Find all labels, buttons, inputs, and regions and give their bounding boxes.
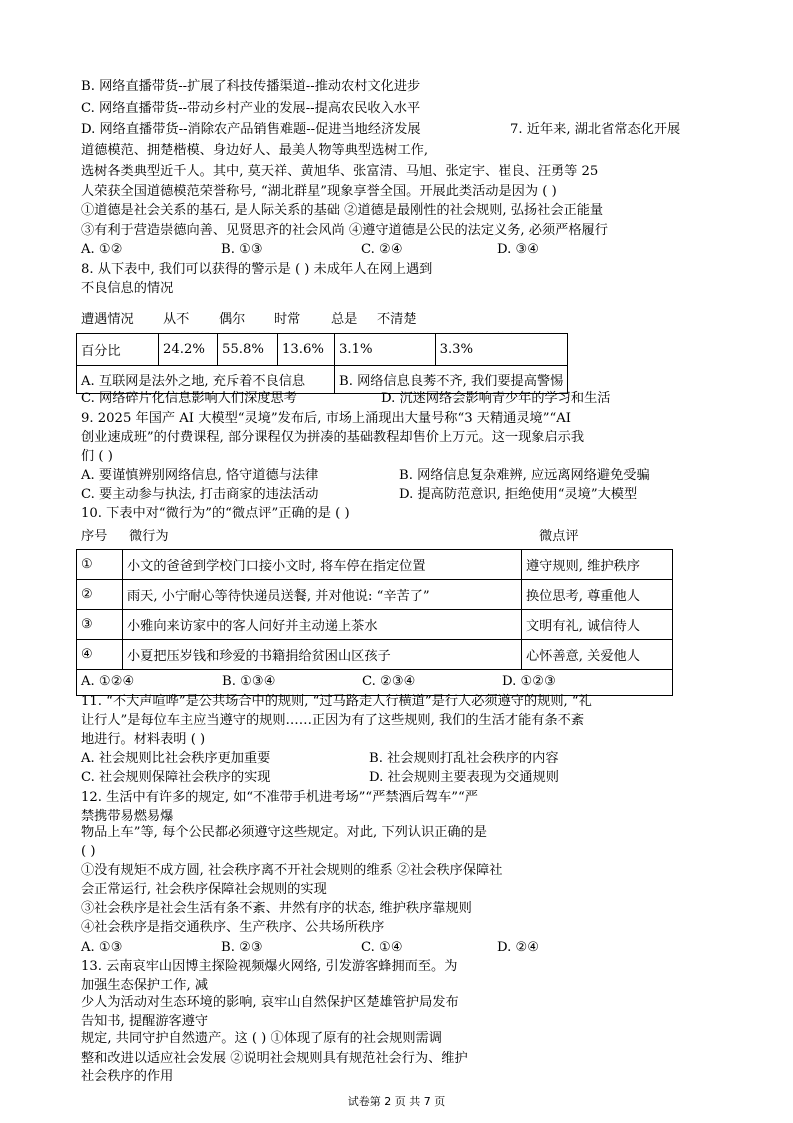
q8-cell-label: 百分比 [77, 334, 159, 366]
q8-header-5: 不清楚 [377, 312, 417, 327]
q12-option-c: C. ①④ [361, 940, 403, 955]
q11-option-b: B. 社会规则打乱社会秩序的内容 [369, 751, 559, 766]
q11-stem-line-3: 地进行。材料表明 ( ) [81, 732, 206, 747]
q10-option-a: A. ①②④ [81, 674, 135, 689]
q8-option-b: B. 网络信息良莠不齐, 我们要提高警惕 [339, 374, 564, 389]
q8-header-4: 总是 [331, 312, 358, 327]
q12-stem-line-4: ( ) [81, 844, 96, 859]
q8-header-1: 从不 [163, 312, 190, 327]
q10-row-3-behavior: 小雅向来访家中的客人问好并主动递上茶水 [123, 610, 522, 640]
q12-item-4: ④社会秩序是指交通秩序、生产秩序、公共场所秩序 [81, 920, 385, 935]
q8-option-a: A. 互联网是法外之地, 充斥着不良信息 [77, 366, 335, 394]
q8-cell-1: 24.2% [159, 334, 218, 366]
q10-row-1-behavior: 小文的爸爸到学校门口接小文时, 将车停在指定位置 [123, 550, 522, 580]
q7-stem-line-2: 道德模范、拥楚楷模、身边好人、最美人物等典型选树工作, [81, 143, 429, 158]
q11-option-c: C. 社会规则保障社会秩序的实现 [81, 770, 271, 785]
q10-row-4-comment: 心怀善意, 关爱他人 [522, 640, 673, 670]
table-row [77, 550, 673, 580]
q9-stem-line-3: 们 ( ) [81, 449, 113, 464]
q12-option-a: A. ①③ [81, 940, 123, 955]
q13-stem-line-3: 少人为活动对生态环境的影响, 哀牢山自然保护区楚雄管护局发布 [81, 995, 459, 1010]
q7-option-a: A. ①② [81, 242, 123, 257]
q8-option-c: C. 网络碎片化信息影响人们深度思考 [81, 391, 297, 406]
q8-header-0: 遭遇情况 [81, 312, 134, 327]
q8-header-3: 时常 [274, 312, 301, 327]
q12-option-b: B. ②③ [221, 940, 263, 955]
table-row [77, 580, 673, 610]
q8-stem-line-1: 8. 从下表中, 我们可以获得的警示是 ( ) 未成年人在网上遇到 [81, 262, 433, 277]
q10-row-4-no: ④ [77, 640, 123, 670]
q12-item-2: 会正常运行, 社会秩序保障社会规则的实现 [81, 882, 327, 897]
q10-header-behavior: 微行为 [129, 529, 169, 544]
table-row [77, 610, 673, 640]
q13-stem-line-5: 规定, 共同守护自然遗产。这 ( ) ①体现了原有的社会规则需调 [81, 1031, 442, 1046]
q13-stem-line-6: 整和改进以适应社会发展 ②说明社会规则具有规范社会行为、维护 [81, 1051, 468, 1066]
q9-option-b: B. 网络信息复杂难辨, 应远离网络避免受骗 [399, 468, 650, 483]
q8-cell-3: 13.6% [278, 334, 335, 366]
q12-stem-line-2: 禁携带易燃易爆 [81, 809, 174, 824]
q6-option-d-text: D. 网络直播带货--消除农产品销售难题--促进当地经济发展 [81, 122, 421, 137]
q12-stem-line-3: 物品上车”等, 每个公民都必须遵守这些规定。对此, 下列认识正确的是 [81, 825, 487, 840]
q7-option-c: C. ②④ [361, 242, 403, 257]
q13-stem-line-2: 加强生态保护工作, 减 [81, 978, 209, 993]
q6-option-c: C. 网络直播带货--带动乡村产业的发展--提高农民收入水平 [81, 101, 421, 116]
q9-stem-line-2: 创业速成班”的付费课程, 部分课程仅为拼凑的基础教程却售价上万元。这一现象启示我 [81, 430, 585, 445]
q12-item-3: ③社会秩序是社会生活有条不紊、井然有序的状态, 维护秩序靠规则 [81, 901, 472, 916]
q7-stem-line-1: 7. 近年来, 湖北省常态化开展 [510, 122, 681, 137]
q12-stem-line-1: 12. 生活中有许多的规定, 如“不准带手机进考场”“严禁酒后驾车”“严 [81, 790, 478, 805]
q8-cell-5: 3.3% [435, 334, 568, 366]
q7-stem-line-3: 选树各类典型近千人。其中, 莫天祥、黄旭华、张富清、马旭、张定宇、崔良、汪勇等 25 [81, 164, 599, 179]
q8-header-2: 偶尔 [219, 312, 246, 327]
q8-stem-line-2: 不良信息的情况 [81, 281, 174, 296]
q11-stem-line-1: 11. “不大声喧哗”是公共场合中的规则, “过马路走人行横道”是行人必须遵守的规则, “礼 [81, 694, 592, 709]
q8-cell-4: 3.1% [335, 334, 436, 366]
q8-cell-2: 55.8% [218, 334, 278, 366]
q10-row-1-no: ① [77, 550, 123, 580]
q13-stem-line-7: 社会秩序的作用 [81, 1069, 174, 1084]
q7-item-2: ③有利于营造崇德向善、见贤思齐的社会风尚 ④遵守道德是公民的法定义务, 必须严格履行 [81, 223, 608, 238]
q10-row-1-comment: 遵守规则, 维护秩序 [522, 550, 673, 580]
q10-row-2-behavior: 雨天, 小宁耐心等待快递员送餐, 并对他说: “辛苦了” [123, 580, 522, 610]
q10-row-2-comment: 换位思考, 尊重他人 [522, 580, 673, 610]
q7-stem-line-4: 人荣获全国道德模范荣誉称号, “湖北群星”现象享誉全国。开展此类活动是因为 ( ) [81, 184, 557, 199]
q9-option-d: D. 提高防范意识, 拒绝使用“灵境”大模型 [399, 487, 638, 502]
q10-options-row [77, 670, 673, 696]
q10-row-3-comment: 文明有礼, 诚信待人 [522, 610, 673, 640]
q10-option-c: C. ②③④ [362, 674, 416, 689]
q7-item-1: ①道德是社会关系的基石, 是人际关系的基础 ②道德是最刚性的社会规则, 弘扬社会正能量 [81, 203, 604, 218]
q11-option-a: A. 社会规则比社会秩序更加重要 [81, 751, 271, 766]
q10-options-cell [77, 670, 673, 696]
q9-option-c: C. 要主动参与执法, 打击商家的违法活动 [81, 487, 319, 502]
q10-row-3-no: ③ [77, 610, 123, 640]
q10-option-b: B. ①③④ [222, 674, 276, 689]
q7-option-b: B. ①③ [221, 242, 263, 257]
q7-option-d: D. ③④ [497, 242, 540, 257]
q10-header-comment: 微点评 [539, 529, 579, 544]
q10-stem: 10. 下表中对“微行为”的“微点评”正确的是 ( ) [81, 506, 350, 521]
q10-header-no: 序号 [81, 529, 108, 544]
q12-item-1: ①没有规矩不成方圆, 社会秩序离不开社会规则的维系 ②社会秩序保障社 [81, 863, 503, 878]
q11-option-d: D. 社会规则主要表现为交通规则 [369, 770, 559, 785]
q10-option-d: D. ①②③ [502, 674, 556, 689]
q10-row-4-behavior: 小夏把压岁钱和珍爱的书籍捐给贫困山区孩子 [123, 640, 522, 670]
q13-stem-line-1: 13. 云南哀牢山因博主探险视频爆火网络, 引发游客蜂拥而至。为 [81, 959, 458, 974]
table-row [77, 640, 673, 670]
q9-stem-line-1: 9. 2025 年国产 AI 大模型“灵境”发布后, 市场上涌现出大量号称“3 天精通灵境”“AI [81, 411, 571, 426]
q13-stem-line-4: 告知书, 提醒游客遵守 [81, 1014, 209, 1029]
q12-option-d: D. ②④ [497, 940, 540, 955]
q10-row-2-no: ② [77, 580, 123, 610]
q11-stem-line-2: 让行人”是每位车主应当遵守的规则……正因为有了这些规则, 我们的生活才能有条不紊 [81, 713, 585, 728]
q6-option-b: B. 网络直播带货--扩展了科技传播渠道--推动农村文化进步 [81, 79, 421, 94]
page-footer: 试卷第 2 页 共 7 页 [347, 1095, 446, 1108]
q9-option-a: A. 要谨慎辨别网络信息, 恪守道德与法律 [81, 468, 319, 483]
q8-table [76, 333, 568, 394]
q10-table [76, 549, 673, 696]
q8-option-d: D. 沉迷网络会影响青少年的学习和生活 [381, 391, 611, 406]
